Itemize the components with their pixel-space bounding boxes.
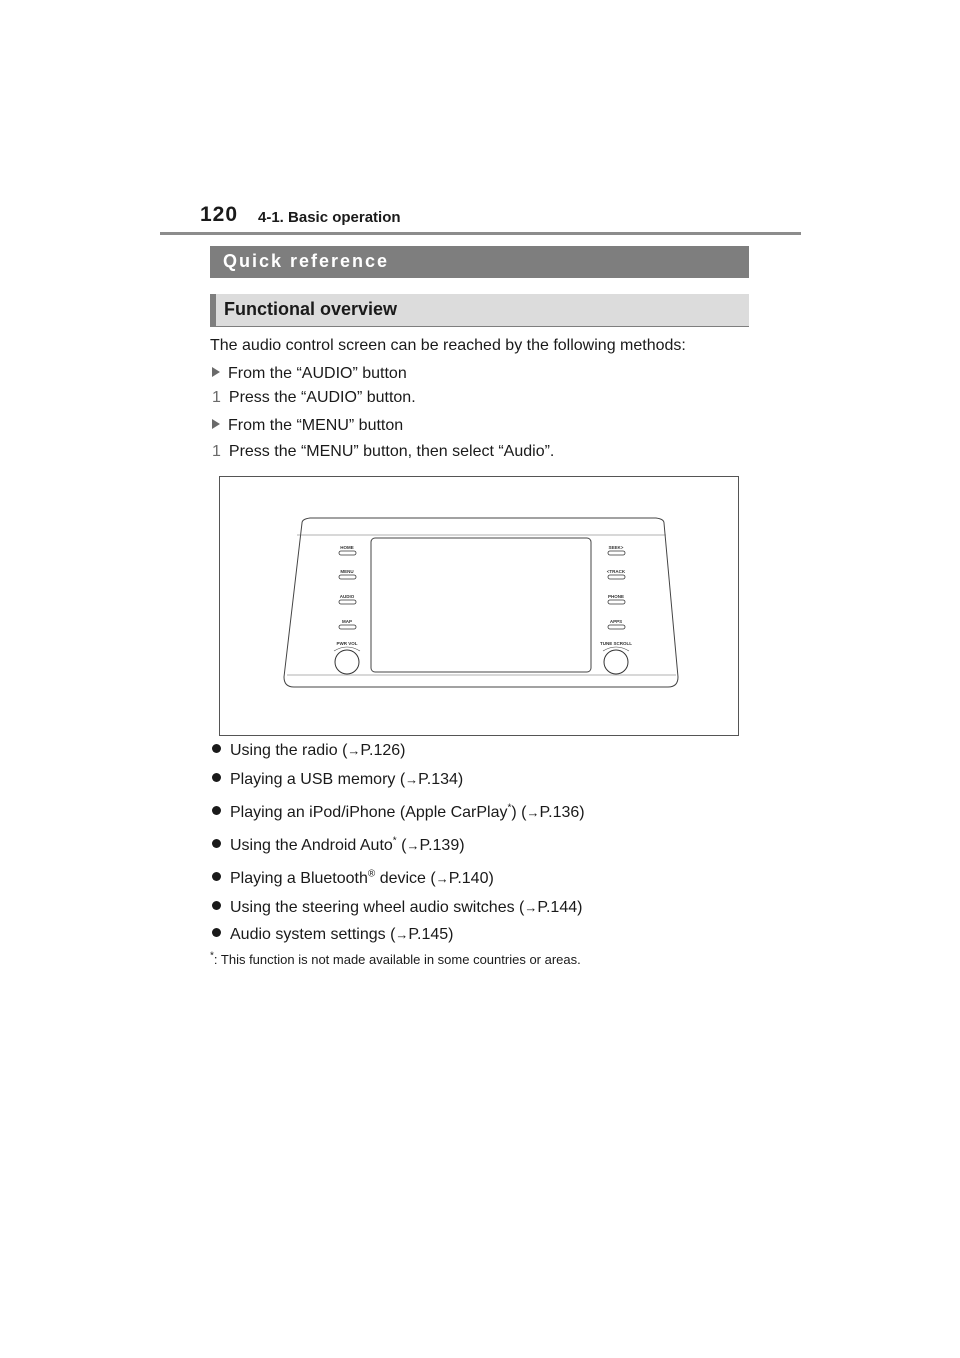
- bullet-dot-icon: [212, 806, 221, 815]
- home-label: HOME: [340, 545, 354, 550]
- track-button: [608, 575, 625, 579]
- arrow-icon: →: [526, 805, 540, 820]
- link-usb: Playing a USB memory (→P.134): [212, 770, 463, 790]
- link-bluetooth: Playing a Bluetooth® device (→P.140): [212, 869, 494, 889]
- method-menu-step: 1 Press the “MENU” button, then select “Audio”.: [212, 443, 555, 460]
- bullet-dot-icon: [212, 839, 221, 848]
- tune-scroll-label: TUNE SCROLL: [600, 641, 632, 646]
- volume-knob: [335, 650, 359, 674]
- home-button: [339, 551, 356, 555]
- head-unit-illustration: [219, 476, 739, 736]
- intro-text: The audio control screen can be reached by the following methods:: [210, 337, 686, 354]
- header-divider: [160, 232, 801, 235]
- apps-button: [608, 625, 625, 629]
- arrow-icon: →: [406, 838, 420, 853]
- footnote: *: This function is not made available in some countries or areas.: [210, 950, 581, 967]
- subsection-heading: Functional overview: [210, 294, 749, 327]
- arrow-icon: →: [435, 871, 449, 886]
- link-audio-settings: Audio system settings (→P.145): [212, 925, 453, 945]
- triangle-bullet-icon: [212, 367, 220, 377]
- triangle-bullet-icon: [212, 419, 220, 429]
- head-unit-drawing: [220, 477, 740, 737]
- track-label: <TRACK: [606, 569, 626, 574]
- seek-button: [608, 551, 625, 555]
- arrow-icon: →: [395, 927, 409, 942]
- phone-button: [608, 600, 625, 604]
- method-audio-label: From the “AUDIO” button: [212, 364, 407, 384]
- link-steering-switches: Using the steering wheel audio switches (→P.144): [212, 898, 582, 918]
- page-number: 120: [200, 203, 239, 226]
- step-number: 1: [212, 443, 221, 460]
- link-android-auto: Using the Android Auto* (→P.139): [212, 836, 465, 856]
- bullet-dot-icon: [212, 773, 221, 782]
- bullet-dot-icon: [212, 928, 221, 937]
- seek-label: SEEK>: [608, 545, 624, 550]
- bullet-dot-icon: [212, 744, 221, 753]
- audio-label: AUDIO: [339, 594, 355, 599]
- method-menu-label: From the “MENU” button: [212, 416, 403, 436]
- method-audio-step: 1 Press the “AUDIO” button.: [212, 389, 416, 406]
- pwr-vol-label: PWR VOL: [336, 641, 358, 646]
- tune-knob: [604, 650, 628, 674]
- menu-label: MENU: [340, 569, 354, 574]
- apps-label: APPS: [609, 619, 623, 624]
- audio-button: [339, 600, 356, 604]
- bullet-dot-icon: [212, 872, 221, 881]
- footnote-mark: *: [210, 950, 214, 962]
- bullet-dot-icon: [212, 901, 221, 910]
- step-number: 1: [212, 389, 221, 406]
- link-radio: Using the radio (→P.126): [212, 741, 405, 761]
- section-heading: Quick reference: [210, 246, 749, 278]
- menu-button: [339, 575, 356, 579]
- map-label: MAP: [342, 619, 352, 624]
- arrow-icon: →: [347, 743, 361, 758]
- arrow-icon: →: [524, 900, 538, 915]
- arrow-icon: →: [405, 772, 419, 787]
- map-button: [339, 625, 356, 629]
- phone-label: PHONE: [607, 594, 625, 599]
- link-ipod: Playing an iPod/iPhone (Apple CarPlay*) (→P.136): [212, 803, 585, 823]
- section-title: 4-1. Basic operation: [258, 209, 401, 226]
